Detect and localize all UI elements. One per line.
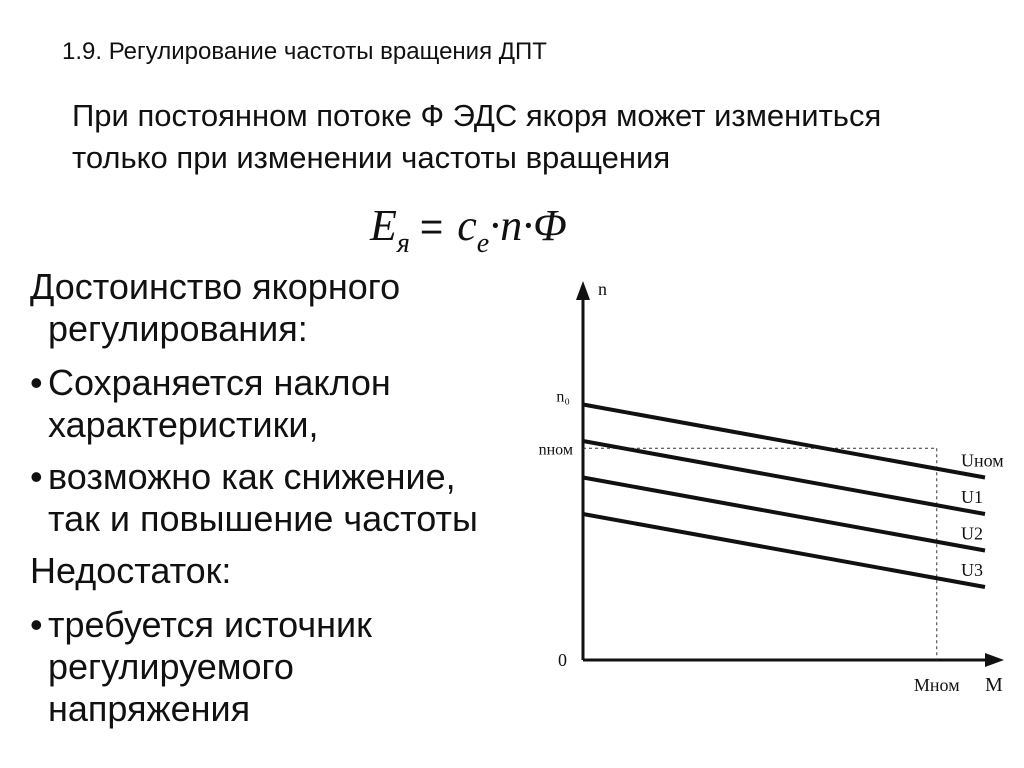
bullet-2-line-2: так и повышение частоты [48, 498, 478, 539]
bullet-marker-3: • [30, 604, 43, 645]
formula-rest: ·n·Φ [489, 201, 567, 250]
bullet-2-line-1: возможно как снижение, [48, 456, 456, 497]
y-axis-label: n [598, 279, 607, 299]
intro-line-1: При постоянном потоке Ф ЭДС якоря может измениться [72, 98, 882, 133]
bullet-1-line-2: характеристики, [48, 404, 319, 445]
series-label-4: U3 [961, 560, 983, 580]
formula-c: c [457, 201, 477, 250]
characteristic-line-2 [583, 441, 985, 514]
bullet-marker-1: • [30, 362, 43, 403]
nnom-label: nном [538, 441, 573, 459]
bullet-3-line-3: напряжения [48, 688, 251, 729]
x-axis-label: M [985, 674, 1003, 696]
formula-e-subscript: я [396, 228, 410, 259]
formula-c-subscript: e [476, 228, 490, 259]
y-axis-arrowhead [576, 281, 590, 300]
advantage-heading-line-1: Достоинство якорного [30, 266, 401, 307]
formula-e: E [370, 201, 397, 250]
bullet-marker-2: • [30, 456, 43, 497]
characteristic-line-4 [583, 514, 985, 587]
characteristic-line-3 [583, 478, 985, 551]
bullet-3-line-2: регулируемого [48, 646, 294, 687]
mnom-label: Mном [913, 675, 960, 695]
slide-heading: 1.9. Регулирование частоты вращения ДПТ [62, 38, 547, 65]
drawback-heading: Недостаток: [30, 550, 232, 591]
advantage-heading-line-2: регулирования: [48, 308, 308, 349]
intro-line-2: только при изменении частоты вращения [72, 140, 671, 175]
characteristic-line-1 [583, 405, 985, 478]
n0-label: n₀ [556, 388, 570, 406]
formula-equals: = [419, 205, 444, 249]
series-label-1: Uном [961, 450, 1004, 471]
bullet-3-line-1: требуется источник [48, 604, 372, 645]
bullet-1-line-1: Сохраняется наклон [48, 362, 391, 403]
x-axis-arrowhead [985, 653, 1004, 667]
series-label-2: U1 [961, 487, 983, 507]
origin-label: 0 [558, 650, 567, 670]
series-label-3: U2 [961, 523, 983, 544]
